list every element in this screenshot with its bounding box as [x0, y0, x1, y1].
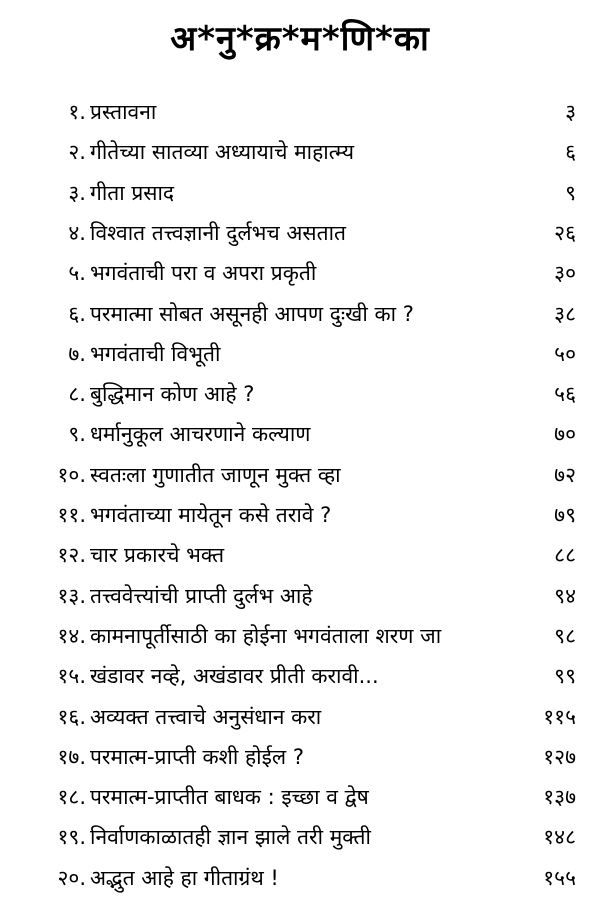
toc-entry: [0, 576, 600, 616]
toc-entry-number: २.: [68, 140, 86, 165]
toc-entry: [0, 737, 600, 777]
toc-entry-page: १४८: [543, 825, 576, 850]
toc-entry-number: १२.: [57, 543, 86, 568]
toc-entry-page: ३०: [554, 261, 576, 286]
toc-entry-number: १९.: [57, 825, 86, 850]
toc-entry-title: तत्त्ववेत्त्यांची प्राप्ती दुर्लभ आहे: [90, 583, 313, 608]
toc-entry-number: १७.: [57, 744, 86, 769]
toc-entry-page: ९८: [554, 623, 576, 648]
toc-entry: [0, 294, 600, 334]
toc-entry-title: स्वतःला गुणातीत जाणून मुक्त व्हा: [90, 462, 341, 487]
toc-entry: [0, 495, 600, 535]
toc-entry-title: भगवंताची विभूती: [90, 341, 221, 366]
toc-entry: [0, 697, 600, 737]
toc-entry-page: ६: [565, 140, 576, 165]
toc-entry-number: १८.: [57, 785, 86, 810]
toc-entry: [0, 817, 600, 857]
toc-entry: [0, 414, 600, 454]
page-title: अ*नु*क्र*म*णि*का: [170, 19, 430, 59]
toc-entry: [0, 132, 600, 172]
toc-entry-title: अद्भुत आहे हा गीताग्रंथ !: [90, 865, 279, 890]
toc-entry-page: १३७: [543, 785, 576, 810]
toc-entry-page: २६: [554, 220, 576, 245]
toc-entry-title: कामनापूर्तीसाठी का होईना भगवंताला शरण जा: [90, 623, 442, 648]
toc-entry: [0, 535, 600, 575]
toc-entry-page: १२७: [543, 744, 576, 769]
toc-entry-title: अव्यक्त तत्त्वाचे अनुसंधान करा: [90, 704, 322, 729]
toc-entry-number: १६.: [57, 704, 86, 729]
toc-entry-title: भगवंताच्या मायेतून कसे तरावे ?: [90, 503, 332, 527]
toc-entry-page: ७२: [554, 462, 576, 487]
toc-entry-page: ७०: [554, 422, 576, 447]
toc-entry-title: चार प्रकारचे भक्त: [90, 543, 225, 568]
toc-entry: [0, 858, 600, 898]
toc-entry: [0, 374, 600, 414]
toc-entry-page: ८८: [554, 543, 576, 568]
toc-entry-number: ३.: [68, 180, 86, 205]
toc-entry-title: प्रस्तावना: [90, 100, 157, 124]
toc-entry-page: ३: [565, 100, 576, 124]
toc-entry-title: विश्वात तत्त्वज्ञानी दुर्लभच असतात: [90, 220, 347, 245]
toc-entry-page: ९४: [554, 583, 576, 608]
toc-entry-page: ९९: [554, 664, 576, 689]
toc-entry: [0, 92, 600, 132]
toc-entry-page: ९: [565, 180, 576, 205]
toc-entry-number: ४.: [68, 220, 86, 245]
toc-entry-page: ३८: [554, 301, 576, 326]
toc-entry-number: ६.: [68, 301, 86, 326]
toc-entry-number: १४.: [57, 623, 86, 648]
toc-entry-title: धर्मानुकूल आचरणाने कल्याण: [90, 422, 311, 447]
toc-entry-title: गीता प्रसाद: [90, 180, 175, 205]
toc-entry-title: खंडावर नव्हे, अखंडावर प्रीती करावी...: [90, 664, 379, 689]
toc-entry-title: भगवंताची परा व अपरा प्रकृती: [90, 261, 317, 286]
toc-entry-number: १३.: [57, 583, 86, 608]
toc-entry-title: निर्वाणकाळातही ज्ञान झाले तरी मुक्ती: [90, 825, 371, 850]
toc-entry: [0, 213, 600, 253]
toc-entry-number: ८.: [68, 382, 86, 407]
toc-entry-number: १५.: [57, 664, 86, 689]
toc-entry-title: गीतेच्या सातव्या अध्यायाचे माहात्म्य: [90, 140, 355, 165]
toc-entry-title: बुद्धिमान कोण आहे ?: [90, 382, 255, 407]
toc-entry-page: ११५: [543, 704, 576, 729]
toc-entry: [0, 616, 600, 656]
toc-entry-page: ५६: [554, 382, 576, 407]
toc-entry: [0, 334, 600, 374]
toc-entry-page: १५५: [543, 865, 576, 890]
toc-entry-number: ११.: [57, 503, 86, 527]
toc-entry-page: ५०: [554, 341, 576, 366]
toc-entry-number: २०.: [57, 865, 86, 890]
toc-entry: [0, 656, 600, 696]
toc-entry: [0, 253, 600, 293]
toc-entry: [0, 777, 600, 817]
toc-entry: [0, 455, 600, 495]
toc-entry-title: परमात्म-प्राप्तीत बाधक : इच्छा व द्वेष: [90, 785, 369, 810]
toc-entry-number: ५.: [68, 261, 86, 286]
toc-entry-number: ७.: [68, 341, 86, 366]
toc-entry-number: ९.: [68, 422, 86, 447]
toc-entry: [0, 173, 600, 213]
toc-entry-number: १.: [68, 100, 86, 124]
toc-entry-page: ७९: [554, 503, 576, 527]
toc-entry-title: परमात्मा सोबत असूनही आपण दुःखी का ?: [90, 301, 414, 326]
toc-entry-number: १०.: [57, 462, 86, 487]
toc-entry-title: परमात्म-प्राप्ती कशी होईल ?: [90, 744, 304, 769]
